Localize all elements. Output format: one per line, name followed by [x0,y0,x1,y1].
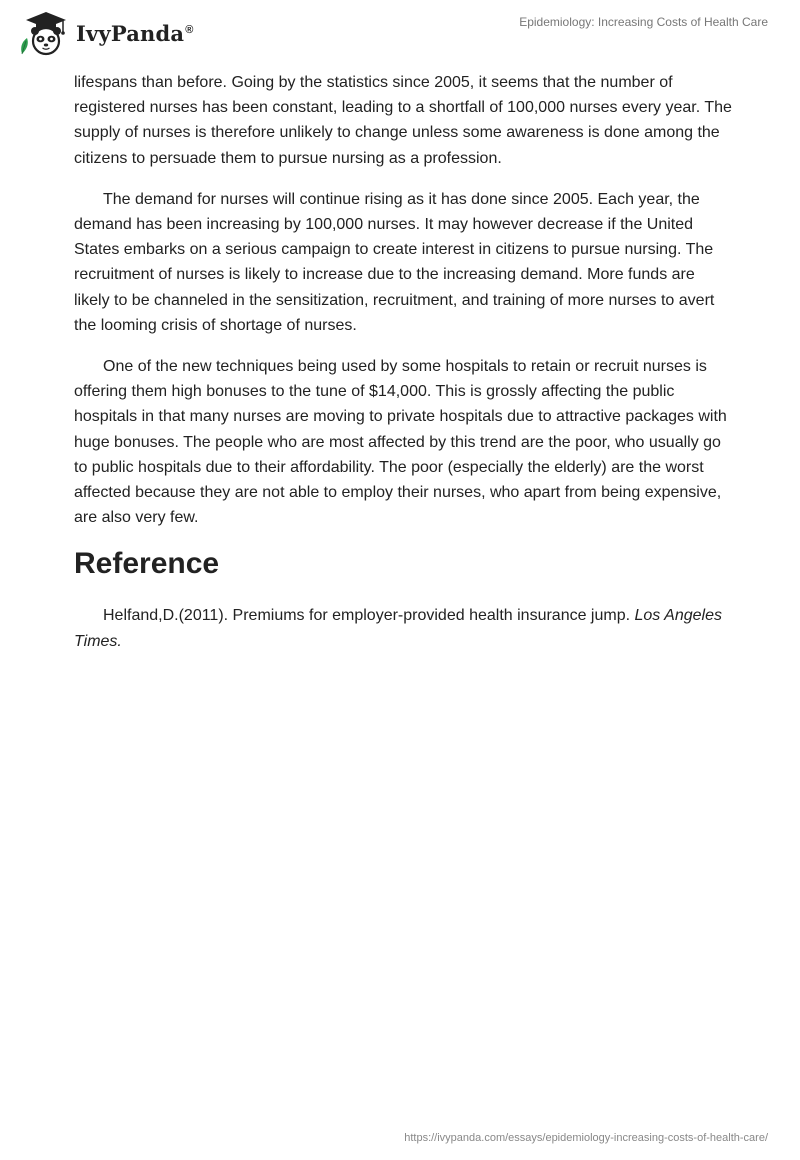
source-url[interactable]: https://ivypanda.com/essays/epidemiology-increasing-costs-of-health-care/ [404,1132,768,1144]
reference-source: Los Angeles Times. [74,607,722,650]
paragraph-3: One of the new techniques being used by some hospitals to retain or recruit nurses is offering them high bonuses to the tune of $14,000. This is grossly affecting the public hospitals in that many nurses are moving to private hospitals due to attractive packages with huge bonuses. The people who are most affected by this trend are the poor, who usually go to public hospitals due to their affordability. The poor (especially the elderly) are the worst affected because they are not able to employ their nurses, who apart from being expensive, are also very few. [74,358,727,527]
reference-entry [74,603,734,653]
page-header [0,0,800,66]
essay-content [74,70,734,654]
ivypanda-logo[interactable] [16,8,194,58]
reference-text: Helfand,D.(2011). Premiums for employer-provided health insurance jump. [103,607,635,625]
paragraph-2: The demand for nurses will continue rising as it has done since 2005. Each year, the demand has been increasing by 100,000 nurses. It may however decrease if the United States embarks on a serious campaign to create interest in citizens to pursue nursing. The recruitment of nurses is likely to increase due to the increasing demand. More funds are likely to be channeled in the sensitization, recruitment, and training of more nurses to avert the looming crisis of shortage of nurses. [74,190,715,334]
registered-mark: ® [185,23,194,36]
document-title: Epidemiology: Increasing Costs of Health Care [519,15,768,29]
panda-graduate-logo-icon [16,8,72,58]
reference-heading: Reference [74,547,220,581]
brand-name: IvyPanda® [76,20,194,46]
paragraph-1: lifespans than before. Going by the statistics since 2005, it seems that the number of registered nurses has been constant, leading to a shortfall of 100,000 nurses every year. The supply of nurses is therefore unlikely to change unless some awareness is done among the citizens to persuade them to pursue nursing as a profession. [74,74,732,167]
